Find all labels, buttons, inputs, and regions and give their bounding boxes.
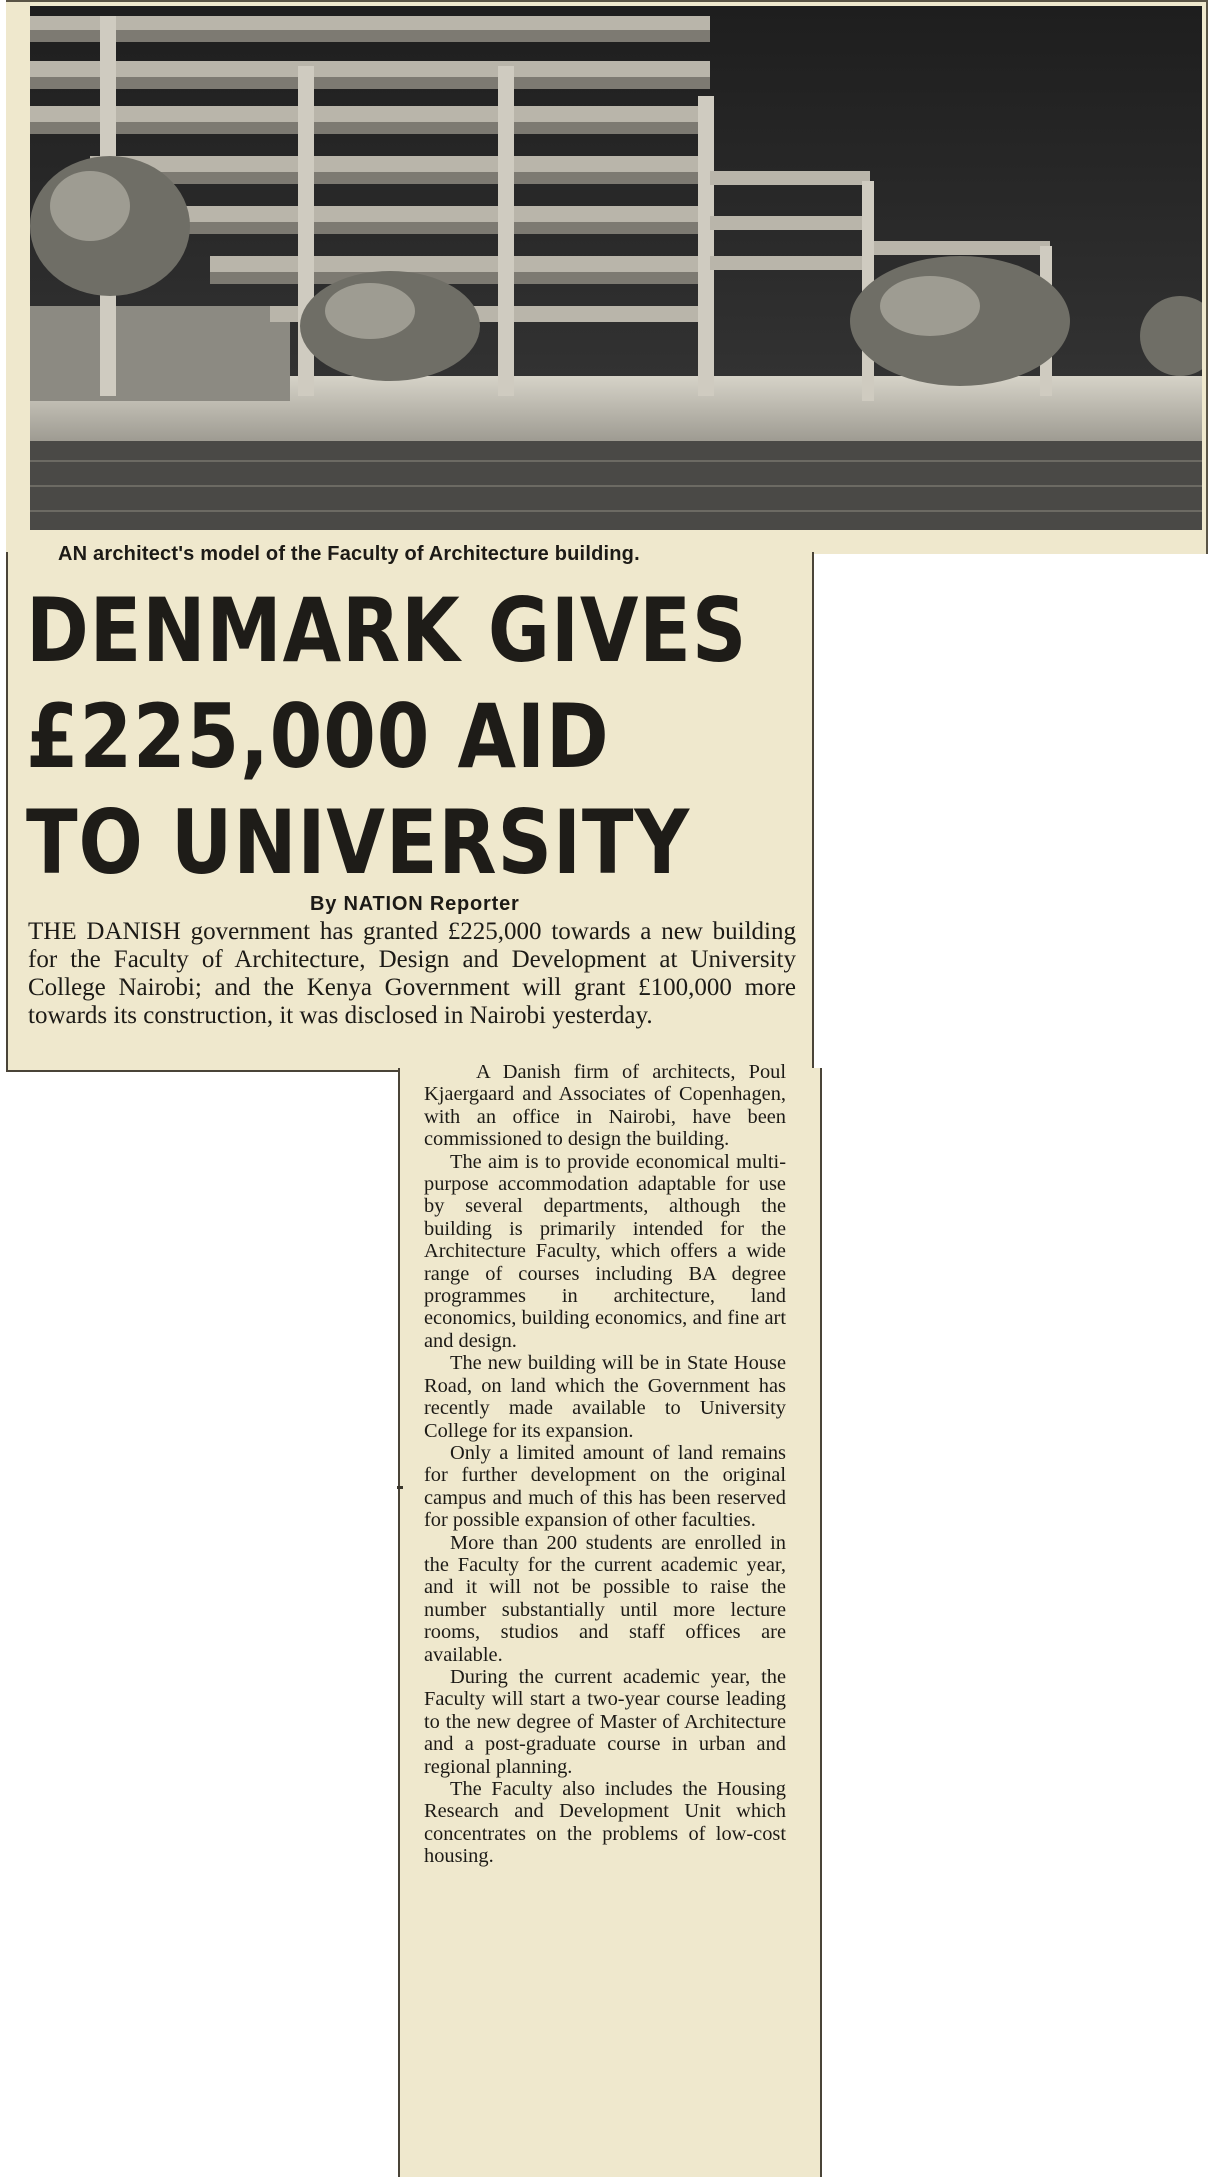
lead-paragraph: THE DANISH government has granted £225,000 towards a new building for the Faculty of Architecture, Design and Development at University College Nairobi; and the Kenya Government will grant £100,000 more towards its construction, it was disclosed in Nairobi yesterday. (28, 918, 796, 1029)
building-model-photo (30, 6, 1202, 530)
article-column (424, 1061, 786, 1868)
building-model-illustration (30, 6, 1202, 530)
headline-line-1: DENMARK GIVES (26, 579, 748, 682)
article-paragraph: A Danish firm of architects, Poul Kjaergaard and Associates of Copenhagen, with an office in Nairobi, have been commissioned to design the building. (424, 1061, 786, 1151)
article-paragraph: During the current academic year, the Faculty will start a two-year course leading to the new degree of Master of Architecture and a post-graduate course in urban and regional planning. (424, 1665, 786, 1778)
article-paragraph: The new building will be in State House Road, on land which the Government has recently made available to University College for its expansion. (424, 1352, 786, 1442)
article-paragraph: More than 200 students are enrolled in the Faculty for the current academic year, and it will not be possible to raise the number substantially until more lecture rooms, studios and staff offices are available. (424, 1531, 786, 1666)
article-paragraph: The aim is to provide economical multi-purpose accommodation adaptable for use by several departments, although the building is primarily intended for the Architecture Faculty, which offers a wide range of courses including BA degree programmes in architecture, land economics, building economics, and fine art and design. (424, 1150, 786, 1352)
headline-line-3: TO UNIVERSITY (26, 791, 691, 894)
column-rule-mark (397, 1486, 403, 1489)
photo-caption: AN architect's model of the Faculty of Architecture building. (58, 543, 640, 565)
article-paragraph: The Faculty also includes the Housing Research and Development Unit which concentrates on the problems of low-cost housing. (424, 1778, 786, 1868)
headline-line-2: £225,000 AID (26, 685, 610, 788)
byline: By NATION Reporter (310, 893, 520, 915)
headline (26, 578, 748, 896)
article-paragraph: Only a limited amount of land remains for further development on the original campus and much of this has been reserved for possible expansion of other faculties. (424, 1441, 786, 1532)
